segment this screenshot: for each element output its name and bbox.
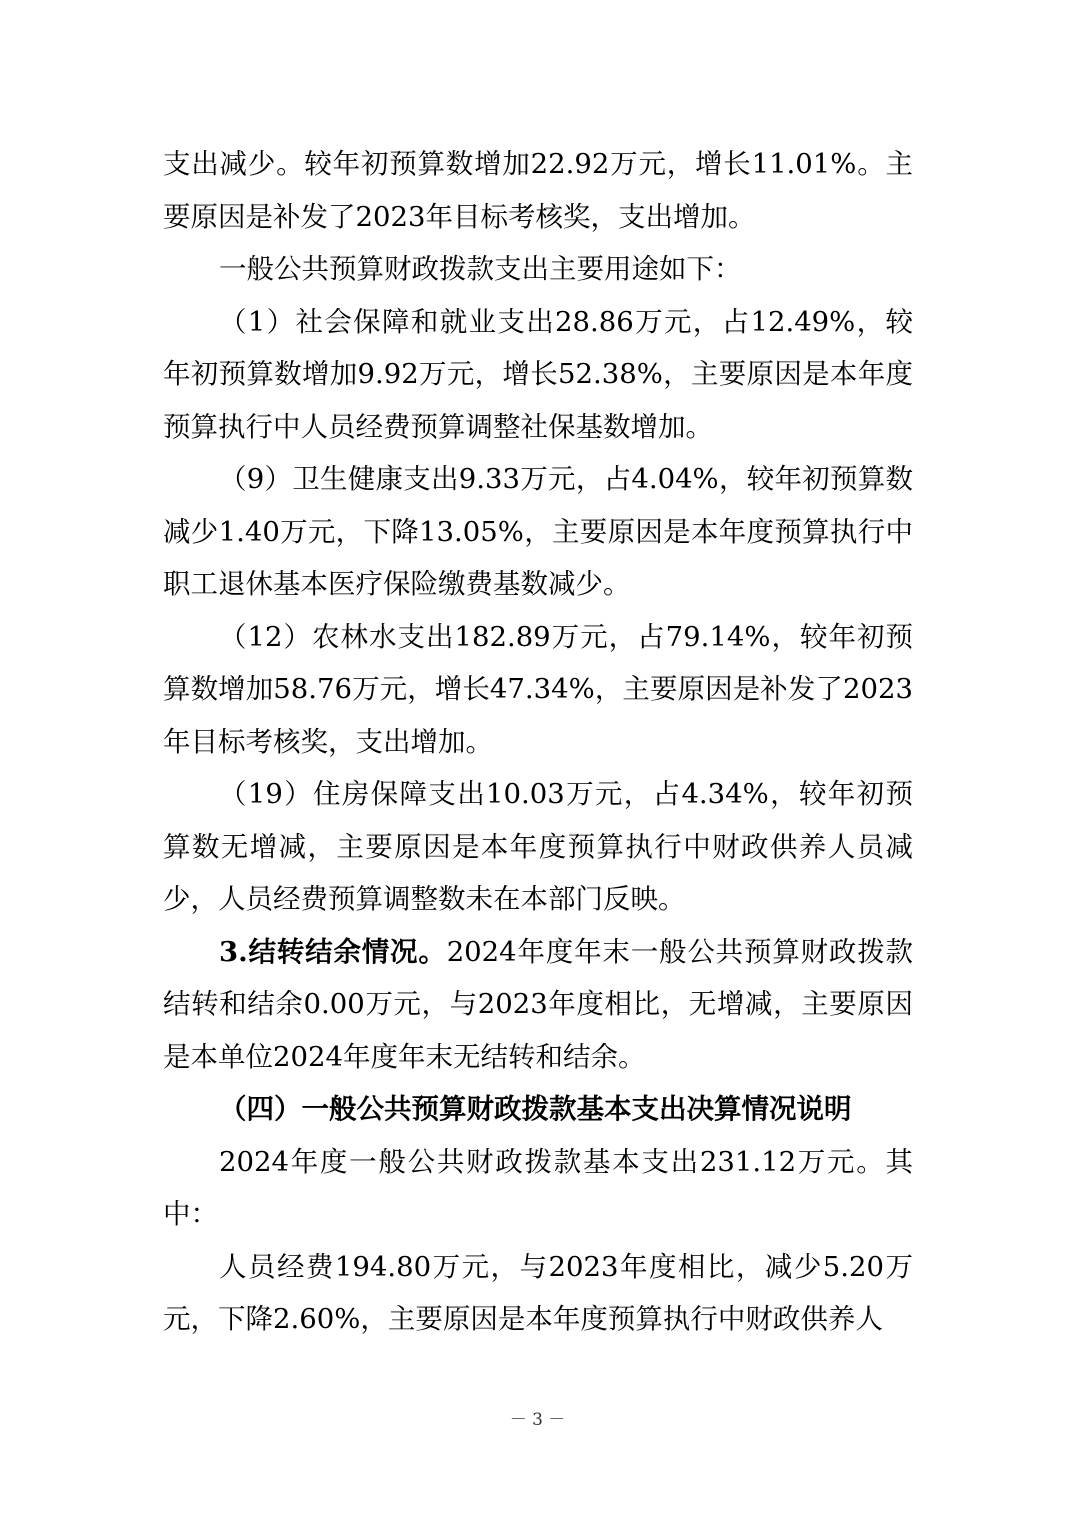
paragraph-health: （9）卫生健康支出9.33万元，占4.04%，较年初预算数减少1.40万元，下降13.05%，主要原因是本年度预算执行中职工退休基本医疗保险缴费基数减少。 (163, 463, 913, 600)
paragraph-expense-decrease: 支出减少。较年初预算数增加22.92万元，增长11.01%。主要原因是补发了2023年目标考核奖，支出增加。 (163, 148, 913, 233)
paragraph-personnel-expense: 人员经费194.80万元，与2023年度相比，减少5.20万元，下降2.60%，主要原因是本年度预算执行中财政供养人 (163, 1250, 914, 1335)
paragraph-agriculture: （12）农林水支出182.89万元，占79.14%，较年初预算数增加58.76万元，增长47.34%，主要原因是补发了2023年目标考核奖，支出增加。 (163, 620, 913, 758)
carryover-heading: 3.结转结余情况。 (219, 935, 447, 968)
paragraph-basic-expenditure-total: 2024年度一般公共财政拨款基本支出231.12万元。其中： (163, 1145, 913, 1230)
document-body (163, 138, 913, 1346)
paragraph-main-uses: 一般公共预算财政拨款支出主要用途如下： (219, 253, 742, 285)
paragraph-social-security: （1）社会保障和就业支出28.86万元，占12.49%，较年初预算数增加9.92万元，增长52.38%，主要原因是本年度预算执行中人员经费预算调整社保基数增加。 (163, 305, 913, 443)
carryover-text: 2024年度年末一般公共预算财政拨款结转和结余0.00万元，与2023年度相比，无增减，主要原因是本单位2024年度年末无结转和结余。 (163, 935, 913, 1073)
page-number: － 3 － (509, 1410, 566, 1430)
paragraph-housing: （19）住房保障支出10.03万元，占4.34%，较年初预算数无增减，主要原因是本年度预算执行中财政供养人员减少，人员经费预算调整数未在本部门反映。 (163, 778, 913, 915)
paragraph-carryover (163, 926, 913, 1084)
section-heading-basic-expenditure: （四）一般公共预算财政拨款基本支出决算情况说明 (219, 1093, 852, 1125)
